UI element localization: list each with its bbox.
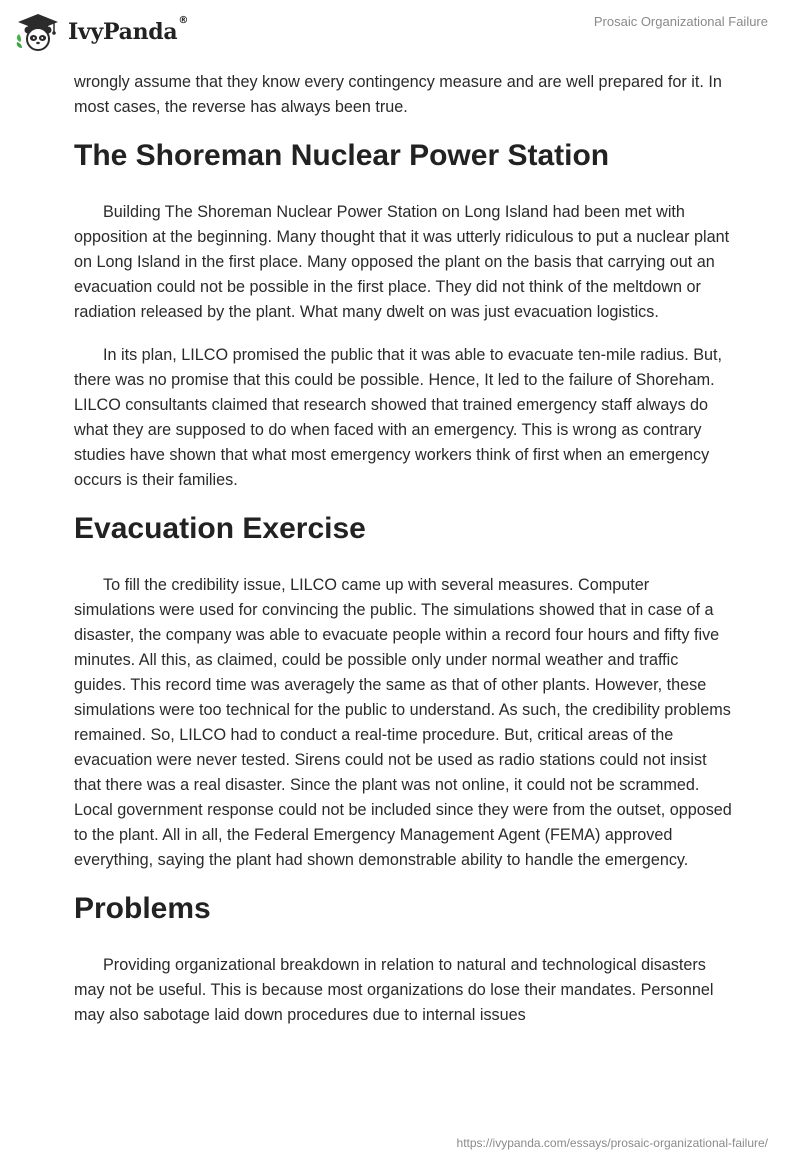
- paragraph: Building The Shoreman Nuclear Power Station on Long Island had been met with opposition at the beginning. Many thought that it was utterly ridiculous to put a nuclear plant on Long Island in the first place. Many opposed the plant on the basis that carrying out an evacuation could not be possible in the first place. They did not think of the meltdown or radiation released by the plant. What many dwelt on was just evacuation logistics.: [74, 203, 730, 321]
- section-heading: Evacuation Exercise: [74, 512, 366, 545]
- paragraph: In its plan, LILCO promised the public that it was able to evacuate ten-mile radius. But, there was no promise that this could be possible. Hence, It led to the failure of Shoreham. LILCO consultants claimed that research showed that trained emergency staff always do what they are supposed to do when faced with an emergency. This is wrong as contrary studies have shown that what most emergency workers think of first when an emergency occurs is their families.: [74, 346, 723, 489]
- panda-graduate-icon: [14, 12, 62, 52]
- ivypanda-logo[interactable]: [14, 10, 188, 54]
- paragraph: To fill the credibility issue, LILCO came up with several measures. Computer simulations were used for convincing the public. The simulations showed that in case of a disaster, the company was able to evacuate people within a record four hours and fifty five minutes. All this, as claimed, could be possible only under normal weather and traffic guides. This record time was averagely the same as that of other plants. However, these simulations were too technical for the public to understand. As such, the credibility problems remained. So, LILCO had to conduct a real-time procedure. But, critical areas of the evacuation were never tested. Sirens could not be used as radio stations could not insist that there was a real disaster. Since the plant was not online, it could not be scrammed. Local government response could not be included since they were from the outset, opposed to the plant. All in all, the Federal Emergency Management Agent (FEMA) approved everything, saying the plant had shown demonstrable ability to handle the emergency.: [74, 576, 732, 869]
- paragraph: Providing organizational breakdown in relation to natural and technological disasters may not be useful. This is because most organizations do lose their mandates. Personnel may also sabotage laid down procedures due to internal issues: [74, 956, 714, 1024]
- essay-title: Prosaic Organizational Failure: [593, 14, 768, 29]
- source-url[interactable]: https://ivypanda.com/essays/prosaic-organizational-failure/: [456, 1136, 768, 1150]
- intro-paragraph: wrongly assume that they know every contingency measure and are well prepared for it. In most cases, the reverse has always been true.: [74, 73, 722, 116]
- essay-content: [74, 70, 734, 1046]
- registered-mark: ®: [178, 15, 189, 26]
- section-heading: The Shoreman Nuclear Power Station: [74, 139, 610, 172]
- section-heading: Problems: [74, 892, 211, 925]
- brand-name: IvyPanda®: [68, 15, 189, 45]
